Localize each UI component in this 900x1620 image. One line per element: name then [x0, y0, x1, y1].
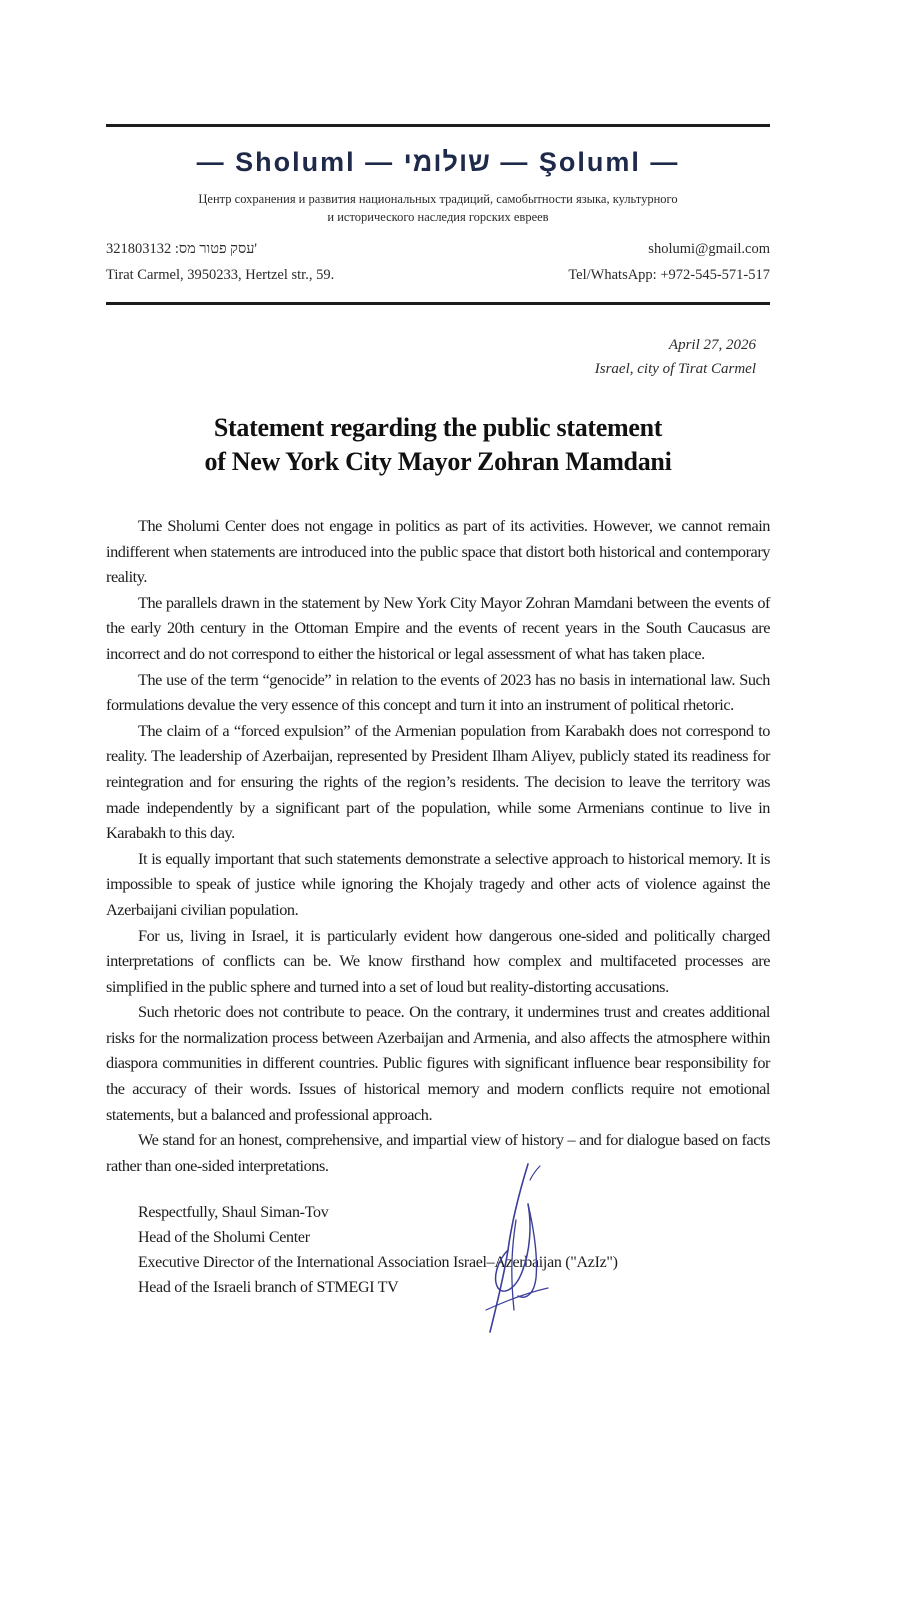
signatory-title: Head of the Sholumi Center	[138, 1229, 310, 1247]
paragraph: We stand for an honest, comprehensive, and impartial view of history – and for dialogue based on facts rather than one-sided interpretations.	[106, 1130, 770, 1175]
paragraph: For us, living in Israel, it is particularly evident how dangerous one-sided and politically charged interpretations of conflicts can be. We know firsthand how complex and multifaceted processes are simplified in the public sphere and turned into a set of loud but reality-distorting accusations.	[106, 925, 770, 996]
statement-body	[106, 513, 770, 1178]
paragraph: The use of the term “genocide” in relation to the events of 2023 has no basis in international law. Such formulations devalue the very essence of this concept and turn it into an instrument of political rhetoric.	[106, 669, 770, 715]
phone-number[interactable]: Tel/WhatsApp: +972-545-571-517	[568, 267, 770, 283]
signatory-title: Executive Director of the International Association Israel–Azerbaijan ("AzIz")	[138, 1254, 618, 1272]
bottom-rule	[106, 302, 770, 305]
contact-block	[106, 236, 770, 302]
date-place	[106, 333, 770, 381]
brand-turkic: Şoluml	[538, 147, 641, 177]
paragraph: It is equally important that such statements demonstrate a selective approach to historical memory. It is impossible to speak of justice while ignoring the Khojaly tragedy and other acts of violence against the Azerbaijani civilian population.	[106, 848, 770, 919]
signatory-name: Respectfully, Shaul Siman-Tov	[138, 1204, 329, 1222]
letter-place: Israel, city of Tirat Carmel	[594, 361, 756, 377]
address: Tirat Carmel, 3950233, Hertzel str., 59.	[106, 267, 335, 283]
brand-latin: Sholuml	[235, 147, 356, 177]
paragraph: The claim of a “forced expulsion” of the Armenian population from Karabakh does not correspond to reality. The leadership of Azerbaijan, represented by President Ilham Aliyev, publicly stated its readiness for reintegration and for ensuring the rights of the region’s residents. The decision to leave the territory was made independently by a significant part of the population, while some Armenians continue to live in Karabakh to this day.	[106, 720, 770, 843]
statement-title: Statement regarding the public statement of New York City Mayor Zohran Mamdani	[204, 413, 672, 476]
letter-page	[106, 124, 770, 1300]
organization-description: Центр сохранения и развития национальных традиций, самобытности языка, культурного и исторического наследия горских евреев	[198, 192, 678, 224]
contact-left	[106, 236, 334, 288]
contact-right	[568, 236, 770, 288]
paragraph: The Sholumi Center does not engage in politics as part of its activities. However, we cannot remain indifferent when statements are introduced into the public space that distort both historical and contemporary reality.	[106, 516, 770, 587]
brand-hebrew: שולומי	[403, 147, 491, 177]
email-address[interactable]: sholumi@gmail.com	[648, 241, 770, 257]
signature-block	[106, 1200, 770, 1300]
paragraph: The parallels drawn in the statement by New York City Mayor Zohran Mamdani between the events of the early 20th century in the Ottoman Empire and the events of recent years in the South Caucasus are incorrect and do not correspond to either the historical or legal assessment of what has taken place.	[106, 592, 770, 663]
brand-name: — Sholuml — שולומי — Şoluml —	[196, 147, 680, 177]
signatory-title: Head of the Israeli branch of STMEGI TV	[138, 1279, 399, 1297]
paragraph: Such rhetoric does not contribute to peace. On the contrary, it undermines trust and creates additional risks for the normalization process between Azerbaijan and Armenia, and also affects the atmosphere within diaspora communities in different countries. Public figures with significant influence bear responsibility for the accuracy of their words. Issues of historical memory and modern conflicts require not emotional statements, but a balanced and professional approach.	[106, 1002, 770, 1124]
letter-date: April 27, 2026	[668, 337, 756, 353]
letterhead	[106, 127, 770, 226]
registration-number: 321803132 :עסק פטור מס'	[106, 241, 258, 257]
